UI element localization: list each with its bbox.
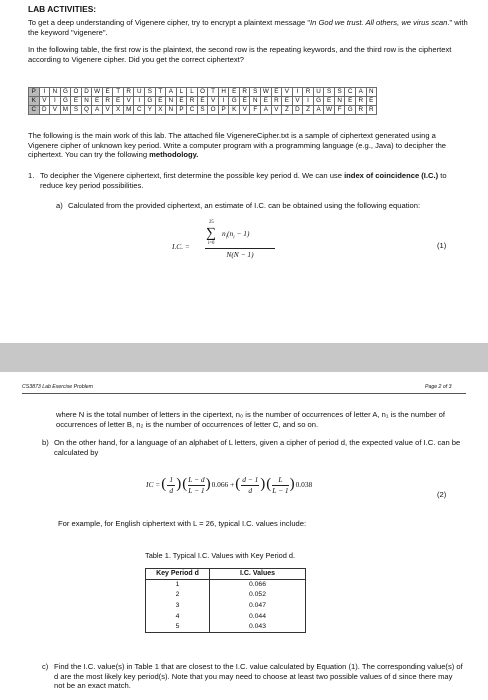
cipher-cell: E: [71, 97, 82, 106]
cipher-cell: R: [123, 88, 134, 97]
substep-a: [56, 201, 466, 211]
right-paren: ): [176, 476, 182, 493]
cipher-cell: P: [176, 106, 187, 115]
cipher-cell: E: [155, 97, 166, 106]
cipher-cell: A: [261, 106, 272, 115]
where-paragraph: where N is the total number of letters in the cipertext, n₀ is the number of occurrences of letter A, n₁ is the number of occurrences of letter B, n₂ is the number of occurrences of letter C, and so on.: [56, 410, 445, 429]
equation-2-lhs: IC =: [146, 480, 161, 490]
cipher-cell: L: [187, 88, 198, 97]
column-header-ic-values: I.C. Values: [210, 569, 306, 580]
cipher-cell: E: [176, 97, 187, 106]
cipher-cell: X: [113, 106, 124, 115]
key-period-cell: 2: [146, 590, 210, 601]
cipher-cell: E: [239, 97, 250, 106]
fraction-2-denominator: L − 1: [188, 485, 205, 495]
cipher-cell: L: [176, 88, 187, 97]
right-paren: ): [289, 476, 295, 493]
cipher-cell: R: [303, 88, 314, 97]
cipher-cell: S: [197, 106, 208, 115]
substep-c: [42, 662, 468, 691]
cipher-cell: T: [208, 88, 219, 97]
cipher-cell: I: [134, 97, 145, 106]
equation-2: [146, 468, 312, 502]
index-of-coincidence-term: index of coincidence (I.C.): [344, 171, 439, 180]
cipher-cell: K: [29, 97, 40, 106]
cipher-cell: W: [92, 88, 103, 97]
vigenere-cipher-table: [28, 87, 377, 115]
cipher-cell: I: [303, 97, 314, 106]
key-period-cell: 4: [146, 612, 210, 623]
cipher-cell: E: [113, 97, 124, 106]
cipher-cell: O: [71, 88, 82, 97]
cipher-row-2: [29, 97, 377, 106]
cipher-cell: O: [208, 106, 219, 115]
cipher-row-3: [29, 106, 377, 115]
coefficient-0066: 0.066 +: [211, 480, 235, 490]
substep-b: [42, 438, 468, 457]
cipher-cell: P: [29, 88, 40, 97]
example-paragraph: For example, for English ciphertext with L = 26, typical I.C. values include:: [58, 519, 307, 528]
cipher-cell: Y: [145, 106, 156, 115]
key-period-cell: 5: [146, 622, 210, 633]
equation-1-fraction: [205, 220, 275, 259]
cipher-cell: P: [218, 106, 229, 115]
right-paren: ): [205, 476, 211, 493]
cipher-cell: A: [313, 106, 324, 115]
cipher-cell: S: [145, 88, 156, 97]
equation-1-numerator: [222, 229, 249, 242]
cipher-cell: C: [29, 106, 40, 115]
step-1-tail: to reduce key period possibilities.: [40, 171, 447, 190]
left-paren: (: [161, 476, 167, 493]
document-page-1: [0, 0, 488, 343]
cipher-cell: A: [166, 88, 177, 97]
sum-lower-limit: i=0: [208, 241, 215, 246]
cipher-cell: V: [102, 106, 113, 115]
cipher-cell: Z: [303, 106, 314, 115]
cipher-cell: R: [271, 97, 282, 106]
cipher-cell: C: [134, 106, 145, 115]
page-separator: [0, 343, 488, 372]
fraction-1-numerator: 1: [169, 475, 174, 485]
coefficient-0038: 0.038: [295, 480, 313, 490]
cipher-cell: E: [324, 97, 335, 106]
page-header-course: CS3873 Lab Exercise Problem: [22, 384, 93, 390]
cipher-cell: V: [50, 106, 61, 115]
intro-paragraph-2: In the following table, the first row is the plaintext, the second row is the repeating keywords, and the third row is the ciphertext according to Vigenere cipher. Did you get the correct ciphertext?: [28, 45, 452, 64]
cipher-cell: G: [60, 88, 71, 97]
cipher-cell: N: [250, 97, 261, 106]
fraction-3-numerator: d − 1: [242, 475, 259, 485]
table-row: [146, 612, 306, 623]
ic-values-table: [145, 568, 306, 633]
cipher-cell: E: [282, 97, 293, 106]
equation-1-lhs: I.C. =: [172, 242, 190, 251]
cipher-cell: E: [197, 97, 208, 106]
cipher-cell: E: [271, 88, 282, 97]
cipher-cell: Z: [282, 106, 293, 115]
intro-1-message: In God we trust. All others, we virus scan: [310, 18, 448, 27]
cipher-cell: M: [60, 106, 71, 115]
cipher-cell: R: [102, 97, 113, 106]
cipher-cell: N: [81, 97, 92, 106]
fraction-d-minus-1: [241, 475, 259, 495]
fraction-l-minus-d: [188, 475, 204, 495]
cipher-cell: N: [366, 88, 377, 97]
cipher-cell: V: [239, 106, 250, 115]
step-1-number: 1.: [28, 171, 35, 180]
i-subscript-2: i: [233, 235, 235, 241]
ic-value-cell: 0.066: [210, 580, 306, 591]
left-paren: (: [235, 476, 241, 493]
cipher-cell: O: [197, 88, 208, 97]
substep-a-number: a): [56, 201, 63, 210]
cipher-cell: E: [102, 88, 113, 97]
cipher-cell: N: [166, 106, 177, 115]
fraction-4-numerator: L: [278, 475, 283, 485]
cipher-cell: R: [187, 97, 198, 106]
intro-1-post: ." with the keyword "vigenere".: [28, 18, 468, 37]
lab-activities-heading: LAB ACTIVITIES:: [28, 4, 97, 14]
methodology-label: methodology.: [149, 150, 199, 160]
cipher-cell: U: [313, 88, 324, 97]
fraction-1-denominator: d: [167, 485, 175, 495]
cipher-cell: S: [334, 88, 345, 97]
cipher-cell: T: [155, 88, 166, 97]
left-paren: (: [266, 476, 272, 493]
n-symbol-2: (n: [227, 229, 234, 238]
cipher-cell: V: [123, 97, 134, 106]
intro-1-pre: To get a deep understanding of Vigenere cipher, try to encrypt a plaintext message ": [28, 18, 311, 27]
main-work-text: The following is the main work of this lab. The attached file VigenereCipher.txt is a sample of ciphertext generated using a Vigenere cipher of unknown key period. Write a computer program with a programming language (e.g., Java) to decipher the ciphertext. You can try the following: [28, 131, 447, 160]
table-row: [146, 622, 306, 633]
cipher-cell: F: [334, 106, 345, 115]
substep-c-number: c): [42, 662, 49, 671]
step-1-text: To decipher the Vigenere ciphertext, first determine the possible key period d. We can use: [40, 171, 345, 180]
key-period-cell: 1: [146, 580, 210, 591]
cipher-cell: V: [271, 106, 282, 115]
cipher-cell: E: [345, 97, 356, 106]
left-paren: (: [182, 476, 188, 493]
cipher-cell: I: [218, 97, 229, 106]
ic-value-cell: 0.044: [210, 612, 306, 623]
cipher-cell: I: [39, 88, 50, 97]
cipher-cell: X: [155, 106, 166, 115]
cipher-cell: S: [250, 88, 261, 97]
cipher-cell: E: [366, 97, 377, 106]
summation-sign: ∑: [206, 226, 216, 241]
cipher-cell: I: [292, 88, 303, 97]
cipher-cell: I: [50, 97, 61, 106]
cipher-cell: S: [324, 88, 335, 97]
cipher-cell: E: [229, 88, 240, 97]
cipher-cell: G: [313, 97, 324, 106]
table-1-caption: Table 1. Typical I.C. Values with Key Period d.: [145, 551, 296, 560]
methodology-step-1: [28, 171, 468, 190]
cipher-row-1: [29, 88, 377, 97]
key-period-cell: 3: [146, 601, 210, 612]
minus-one: − 1): [234, 229, 250, 238]
cipher-cell: R: [239, 88, 250, 97]
table-row: [146, 580, 306, 591]
cipher-cell: R: [366, 106, 377, 115]
cipher-cell: S: [71, 106, 82, 115]
fraction-l-over-l-minus-1: [272, 475, 288, 495]
cipher-cell: D: [292, 106, 303, 115]
header-divider: [22, 393, 466, 394]
cipher-cell: V: [208, 97, 219, 106]
column-header-key-period: Key Period d: [146, 569, 210, 580]
cipher-cell: C: [345, 88, 356, 97]
step-1-body: [40, 171, 458, 190]
cipher-cell: A: [92, 106, 103, 115]
table-header-row: [146, 569, 306, 580]
cipher-cell: M: [123, 106, 134, 115]
substep-b-text: On the other hand, for a language of an alphabet of L letters, given a cipher of period d, the expected value of I.C. can be calculated by: [54, 438, 461, 457]
ic-value-cell: 0.052: [210, 590, 306, 601]
substep-b-number: b): [42, 438, 49, 447]
cipher-cell: V: [282, 88, 293, 97]
cipher-cell: G: [60, 97, 71, 106]
i-subscript: i: [225, 235, 228, 241]
fraction-2-numerator: L − d: [188, 475, 205, 485]
cipher-cell: R: [355, 97, 366, 106]
cipher-cell: H: [218, 88, 229, 97]
cipher-cell: U: [134, 88, 145, 97]
cipher-cell: V: [39, 97, 50, 106]
cipher-cell: G: [229, 97, 240, 106]
cipher-cell: E: [261, 97, 272, 106]
cipher-cell: W: [324, 106, 335, 115]
equation-2-number: (2): [437, 490, 447, 499]
substep-c-text: Find the I.C. value(s) in Table 1 that are closest to the I.C. value calculated by Equation (1). The corresponding value(s) of d are the most likely key period(s). Note that you may need to choose at least two possible values of d since there may not be an exact match.: [54, 662, 463, 691]
cipher-cell: N: [166, 97, 177, 106]
cipher-cell: C: [187, 106, 198, 115]
equation-1-denominator: N(N − 1): [226, 250, 254, 259]
cipher-cell: W: [261, 88, 272, 97]
cipher-cell: Q: [81, 106, 92, 115]
fraction-1-over-d: [167, 475, 175, 495]
ic-value-cell: 0.043: [210, 622, 306, 633]
sum-upper-limit: 25: [209, 220, 214, 225]
cipher-cell: V: [292, 97, 303, 106]
n-symbol: n: [222, 229, 226, 238]
document-page-2: [0, 372, 488, 700]
page-header-number: Page 2 of 3: [425, 384, 452, 390]
cipher-cell: D: [81, 88, 92, 97]
cipher-cell: R: [355, 106, 366, 115]
cipher-cell: E: [92, 97, 103, 106]
cipher-cell: N: [50, 88, 61, 97]
cipher-cell: G: [145, 97, 156, 106]
cipher-cell: K: [229, 106, 240, 115]
main-work-paragraph: [28, 131, 468, 160]
fraction-4-denominator: L − 1: [272, 485, 289, 495]
cipher-cell: A: [355, 88, 366, 97]
substep-a-text: Calculated from the provided ciphertext, an estimate of I.C. can be obtained using the following equation:: [68, 201, 421, 210]
right-paren: ): [260, 476, 266, 493]
fraction-3-denominator: d: [241, 485, 259, 495]
intro-paragraph-1: [28, 18, 468, 37]
cipher-cell: G: [345, 106, 356, 115]
table-row: [146, 601, 306, 612]
cipher-cell: T: [113, 88, 124, 97]
cipher-cell: D: [39, 106, 50, 115]
table-row: [146, 590, 306, 601]
ic-value-cell: 0.047: [210, 601, 306, 612]
equation-1-numerator-row: [205, 220, 275, 246]
cipher-cell: N: [334, 97, 345, 106]
cipher-cell: F: [250, 106, 261, 115]
equation-1-number: (1): [437, 241, 447, 250]
